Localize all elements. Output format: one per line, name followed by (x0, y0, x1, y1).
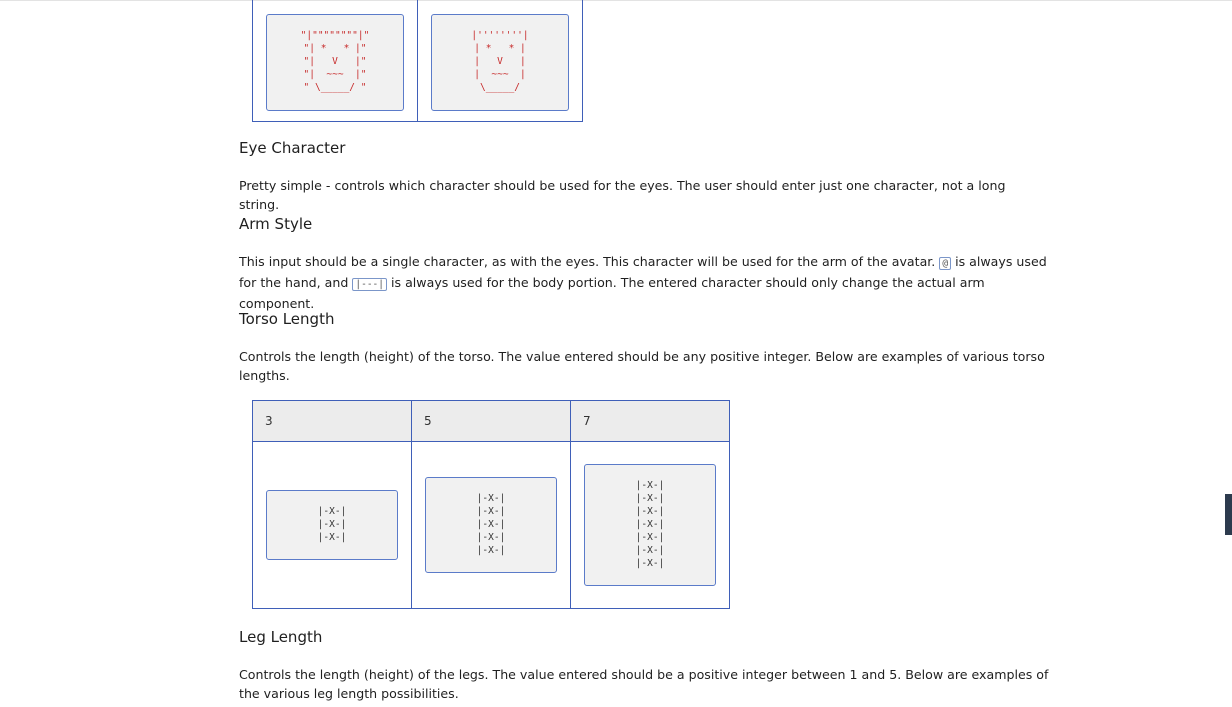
arm-style-text-2: is always used for the hand, and (239, 254, 1047, 290)
face-example-art: "|""""""""|" "| * * |" "| V |" "| ~~~ |" " \_____/ " (266, 14, 404, 111)
top-border (0, 0, 1232, 1)
torso-example-art: |-X-| |-X-| |-X-| (266, 490, 398, 560)
torso-column-header: 3 (253, 401, 412, 442)
torso-column-header: 5 (412, 401, 571, 442)
arm-style-description (239, 252, 1049, 313)
leg-length-heading: Leg Length (239, 628, 323, 646)
side-panel-tab[interactable] (1225, 494, 1232, 535)
torso-length-description: Controls the length (height) of the torso. The value entered should be any positive integer. Below are examples of various torso lengths. (239, 349, 1045, 383)
hand-code: @ (939, 257, 951, 270)
torso-examples-table (252, 400, 730, 609)
torso-length-heading: Torso Length (239, 310, 335, 328)
arm-style-text-1: This input should be a single character, as with the eyes. This character will be used for the arm of the avatar. (239, 254, 936, 269)
torso-example-cell (253, 442, 412, 609)
torso-column-header: 7 (571, 401, 730, 442)
eye-character-description: Pretty simple - controls which character should be used for the eyes. The user should enter just one character, not a long string. (239, 178, 1006, 212)
torso-example-cell (571, 442, 730, 609)
face-examples-table (252, 0, 583, 122)
arm-style-text-3: is always used for the body portion. The entered character should only change the actual arm component. (239, 275, 985, 311)
face-example-art: |''''''''| | * * | | V | | ~~~ | \_____/ (431, 14, 569, 111)
arm-style-heading: Arm Style (239, 215, 313, 233)
face-example-cell (418, 0, 583, 122)
torso-example-art: |-X-| |-X-| |-X-| |-X-| |-X-| |-X-| |-X-| (584, 464, 716, 586)
torso-example-cell (412, 442, 571, 609)
face-example-cell (253, 0, 418, 122)
body-code: |---| (352, 278, 387, 291)
leg-length-description: Controls the length (height) of the legs. The value entered should be a positive integer between 1 and 5. Below are examples of the various leg length possibilities. (239, 667, 1049, 701)
eye-character-heading: Eye Character (239, 139, 346, 157)
torso-example-art: |-X-| |-X-| |-X-| |-X-| |-X-| (425, 477, 557, 573)
